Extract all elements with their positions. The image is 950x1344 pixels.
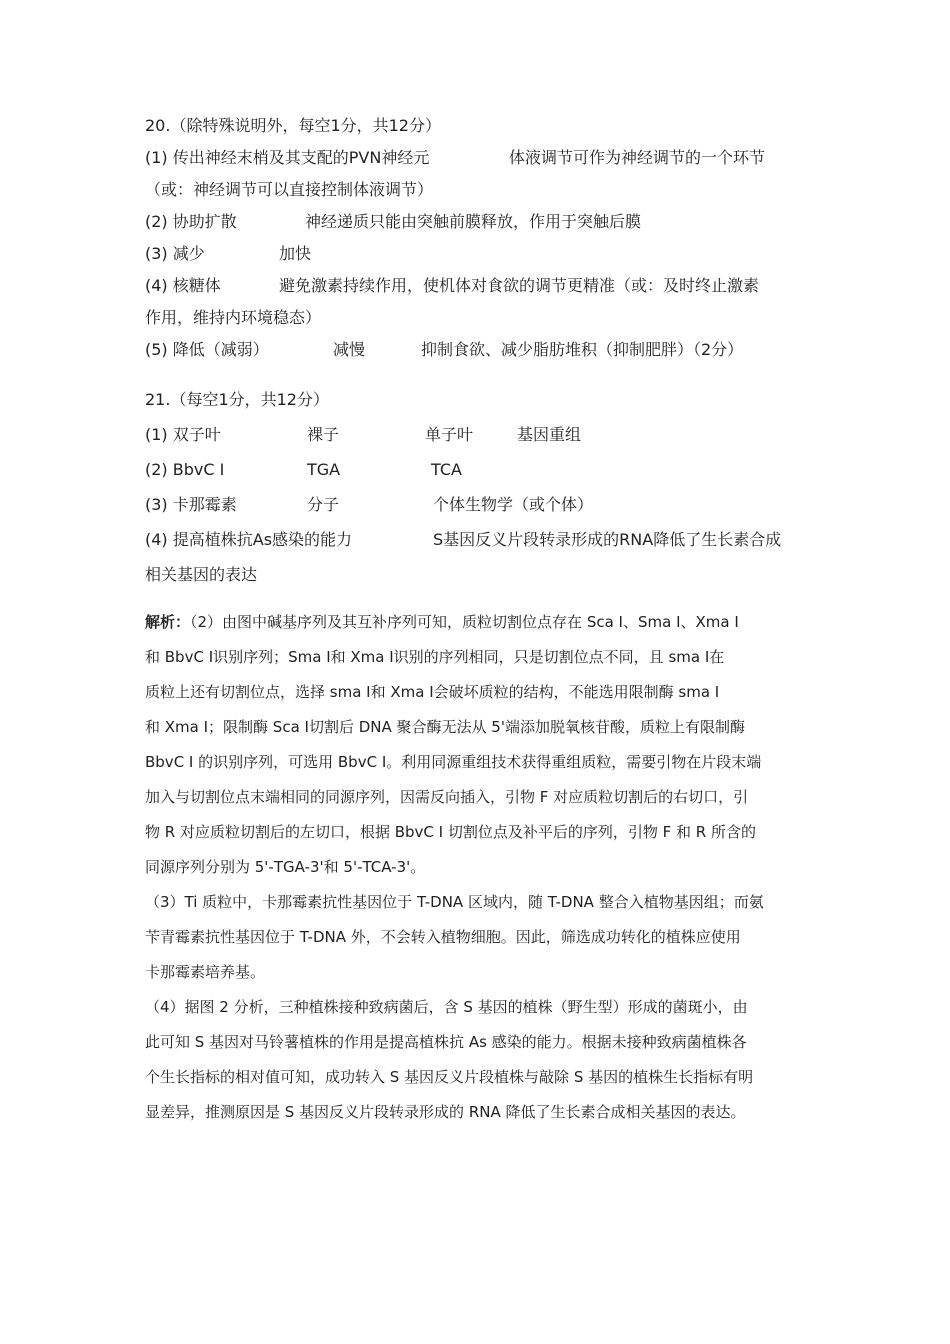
q21-title: 21.（每空1分，共12分） — [145, 390, 329, 409]
q20-answer-1a: (1) 传出神经末梢及其支配的PVN神经元 — [145, 148, 430, 167]
q20-answer-5a: (5) 降低（减弱） — [145, 340, 269, 359]
analysis-label: 解析： — [145, 613, 191, 631]
analysis-p3-line: 苄青霉素抗性基因位于 T-DNA 外，不会转入植物细胞。因此，筛选成功转化的植株应使用 — [145, 928, 741, 946]
q21-answer-1c: 单子叶 — [425, 425, 474, 444]
q21-answer-4b: S基因反义片段转录形成的RNA降低了生长素合成 — [433, 530, 782, 549]
q21-answer-2a: (2) BbvC Ⅰ — [145, 460, 225, 479]
q20-title: 20.（除特殊说明外，每空1分，共12分） — [145, 116, 441, 135]
analysis-p2-line: 加入与切割位点末端相同的同源序列，因需反向插入，引物 F 对应质粒切割后的右切口，引 — [145, 788, 749, 806]
analysis-p4-line: 显差异，推测原因是 S 基因反义片段转录形成的 RNA 降低了生长素合成相关基因的表达。 — [145, 1103, 746, 1121]
analysis-p4-line: 个生长指标的相对值可知，成功转入 S 基因反义片段植株与敲除 S 基因的植株生长指标有明 — [145, 1068, 754, 1086]
q20-answer-1b: 体液调节可作为神经调节的一个环节 — [509, 148, 766, 167]
analysis-p3-line: 卡那霉素培养基。 — [145, 963, 266, 981]
q21-answer-1b: 裸子 — [307, 425, 340, 444]
q21-answer-4c: 相关基因的表达 — [145, 565, 258, 584]
analysis-p3-line: （3）Ti 质粒中，卡那霉素抗性基因位于 T-DNA 区域内，随 T-DNA 整合入植物基因组；而氨 — [145, 893, 764, 911]
analysis-p2-line: 物 R 对应质粒切割后的左切口，根据 BbvC I 切割位点及补平后的序列，引物 F 和 R 所含的 — [145, 823, 756, 841]
q21-answer-3a: (3) 卡那霉素 — [145, 495, 237, 514]
q20-answer-4c: 作用，维持内环境稳态） — [145, 308, 322, 327]
q20-answer-5b: 减慢 — [333, 340, 366, 359]
q20-answer-3a: (3) 减少 — [145, 244, 205, 263]
analysis-p2-line: BbvC I 的识别序列，可选用 BbvC I。利用同源重组技术获得重组质粒，需要引物在片段末端 — [145, 753, 762, 771]
q20-answer-4b: 避免激素持续作用，使机体对食欲的调节更精准（或：及时终止激素 — [279, 276, 760, 295]
analysis-p2-text: （2）由图中碱基序列及其互补序列可知，质粒切割位点存在 Sca Ⅰ、Sma Ⅰ、Xma Ⅰ — [190, 613, 739, 631]
analysis-p2-line: 同源序列分别为 5'-TGA-3'和 5'-TCA-3'。 — [145, 858, 426, 876]
q20-answer-2a: (2) 协助扩散 — [145, 212, 237, 231]
q21-answer-1d: 基因重组 — [517, 425, 582, 444]
q21-answer-3c: 个体生物学（或个体） — [433, 495, 594, 514]
q20-answer-5c: 抑制食欲、减少脂肪堆积（抑制肥胖）（2分） — [421, 340, 744, 359]
q20-answer-1c: （或：神经调节可以直接控制体液调节） — [145, 180, 434, 199]
q20-answer-3b: 加快 — [279, 244, 312, 263]
analysis-p4-line: 此可知 S 基因对马铃薯植株的作用是提高植株抗 As 感染的能力。根据未接种致病菌植株各 — [145, 1033, 747, 1051]
q21-answer-1a: (1) 双子叶 — [145, 425, 221, 444]
q21-answer-4a: (4) 提高植株抗As感染的能力 — [145, 530, 353, 549]
analysis-p2-line: 和 BbvC Ⅰ识别序列；Sma Ⅰ和 Xma Ⅰ识别的序列相同，只是切割位点不同，且 sma Ⅰ在 — [145, 648, 725, 666]
q20-answer-2b: 神经递质只能由突触前膜释放，作用于突触后膜 — [305, 212, 642, 231]
analysis-p2-line: 和 Xma Ⅰ；限制酶 Sca Ⅰ切割后 DNA 聚合酶无法从 5'端添加脱氧核苷酸，质粒上有限制酶 — [145, 718, 745, 736]
analysis-p4-line: （4）据图 2 分析，三种植株接种致病菌后，含 S 基因的植株（野生型）形成的菌斑小，由 — [145, 998, 748, 1016]
q21-answer-2c: TCA — [431, 460, 462, 479]
q21-answer-2b: TGA — [307, 460, 341, 479]
analysis-p2-line: 质粒上还有切割位点，选择 sma Ⅰ和 Xma Ⅰ会破坏质粒的结构，不能选用限制酶 sma Ⅰ — [145, 683, 720, 701]
q21-answer-3b: 分子 — [307, 495, 340, 514]
analysis-line-1 — [145, 611, 739, 633]
q20-answer-4a: (4) 核糖体 — [145, 276, 221, 295]
